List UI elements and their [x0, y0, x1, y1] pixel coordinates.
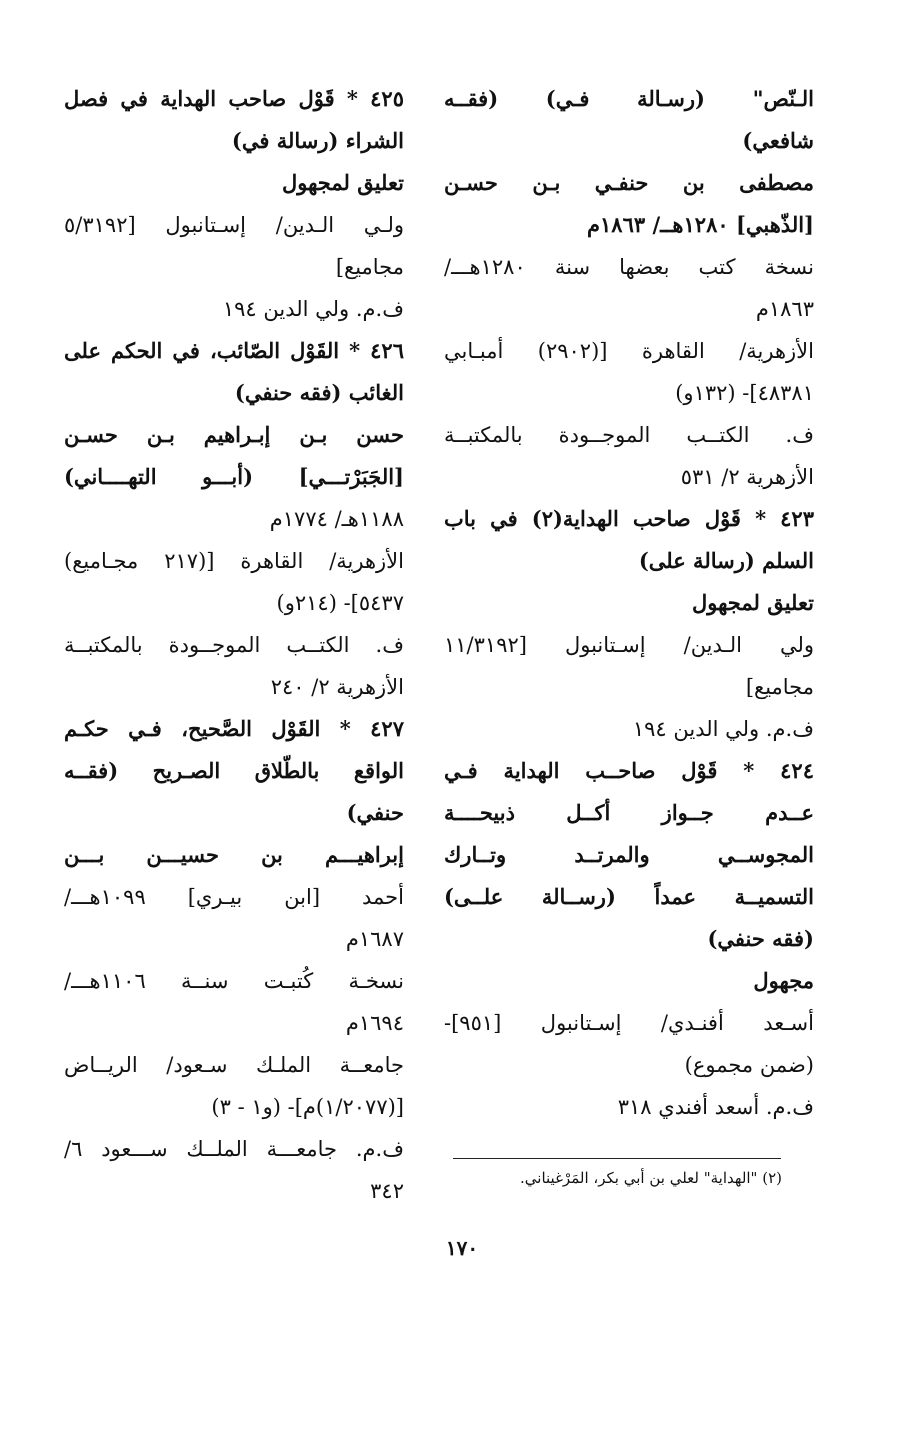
text-line: [الجَبَرْتـــي] (أبـــو التهــــاني): [64, 464, 404, 489]
text-line: مجاميع]: [745, 675, 814, 699]
text-line: ٤٢٦ * القَوْل الصّائب، في الحكم على: [64, 338, 404, 363]
text-line: ٣٤٢: [370, 1179, 404, 1203]
text-line: الشراء (رسالة في): [231, 128, 404, 153]
text-line: مجاميع]: [335, 255, 404, 279]
text-line: ١٨٦٣م: [755, 297, 814, 321]
page-number: ١٧٠: [445, 1236, 479, 1260]
text-line: ٥٤٣٧]- (٢١٤و): [276, 591, 404, 615]
text-line: (ضمن مجموع): [684, 1053, 814, 1077]
text-line: عــدم جــواز أكــل ذبيحــــة: [444, 800, 814, 825]
text-line: [(١/٢٠٧٧)م]- (و١ - ٣): [211, 1095, 404, 1119]
footnote: (٢) "الهداية" لعلي بن أبي بكر، المَرْغيناني.: [520, 1169, 782, 1187]
text-line: حنفي): [346, 800, 404, 825]
text-line: مجهول: [753, 968, 814, 993]
text-line: الـنّص" (رسـالة فـي) (فقــه: [444, 86, 814, 111]
right-column: [444, 78, 814, 1128]
text-line: [الذّهبي] ١٢٨٠هــ/ ١٨٦٣م: [587, 212, 814, 237]
text-line: ٤٢٥ * قَوْل صاحب الهداية في فصل: [64, 86, 404, 111]
text-line: (فقه حنفي): [707, 926, 814, 951]
text-line: التسميــة عمداً (رســالة علــى): [444, 884, 814, 909]
text-line: ف. الكتــب الموجــودة بالمكتبــة: [64, 633, 404, 657]
text-line: حسن بـن إبـراهيم بـن حسـن: [64, 422, 404, 447]
text-line: الأزهرية/ القاهرة [(٢١٧ مجـاميع): [64, 549, 404, 573]
text-line: تعليق لمجهول: [282, 170, 404, 195]
text-line: ١٦٩٤م: [345, 1011, 404, 1035]
text-line: نسخة كتب بعضها سنة ١٢٨٠هـــ/: [444, 255, 814, 279]
text-line: الواقع بالطّلاق الصـريح (فقــه: [64, 758, 404, 783]
text-line: شافعي): [742, 128, 814, 153]
text-line: ف.م. ولي الدين ١٩٤: [222, 297, 404, 321]
text-line: الأزهرية ٢/ ٥٣١: [680, 465, 814, 489]
text-line: السلم (رسالة على): [638, 548, 814, 573]
text-line: ف.م. جامعـــة الملــك ســـعود ٦/: [64, 1137, 404, 1161]
text-line: مصطفى بن حنفـي بـن حسـن: [444, 170, 814, 195]
text-line: ولـي الـدين/ إسـتانبول [٥/٣١٩٢: [64, 213, 404, 237]
text-line: ١١٨٨هـ/ ١٧٧٤م: [269, 507, 404, 531]
text-line: أسـعد أفنـدي/ إسـتانبول [٩٥١]-: [444, 1011, 814, 1035]
text-line: ٤٨٣٨١]- (١٣٢و): [675, 381, 814, 405]
footnote-divider: [453, 1158, 781, 1159]
text-line: ٤٢٤ * قَوْل صاحــب الهداية فـي: [444, 758, 814, 783]
text-line: ف.م. ولي الدين ١٩٤: [632, 717, 814, 741]
text-line: ١٦٨٧م: [345, 927, 404, 951]
text-line: ف.م. أسعد أفندي ٣١٨: [617, 1095, 814, 1119]
text-line: الأزهرية/ القاهرة [(٢٩٠٢) أمبـابي: [444, 339, 814, 363]
text-line: ٤٢٣ * قَوْل صاحب الهداية(٢) في باب: [444, 506, 814, 531]
left-column: [64, 78, 404, 1212]
text-line: ٤٢٧ * القَوْل الصَّحيح، فـي حكـم: [64, 716, 404, 741]
text-line: جامعــة الملـك سـعود/ الريــاض: [64, 1053, 404, 1077]
text-line: ف. الكتــب الموجــودة بالمكتبــة: [444, 423, 814, 447]
text-line: المجوســي والمرتــد وتــارك: [444, 842, 814, 867]
text-line: إبراهيـــم بن حسيـــن بـــن: [64, 842, 404, 867]
text-line: الغائب (فقه حنفي): [234, 380, 404, 405]
text-line: ولي الـدين/ إسـتانبول [١١/٣١٩٢: [444, 633, 814, 657]
text-line: تعليق لمجهول: [692, 590, 814, 615]
text-line: الأزهرية ٢/ ٢٤٠: [270, 675, 404, 699]
text-line: نسخـة كُتبـت سنــة ١١٠٦هـــ/: [64, 969, 404, 993]
text-line: أحمد [ابن بيـري] ١٠٩٩هـــ/: [64, 885, 404, 909]
